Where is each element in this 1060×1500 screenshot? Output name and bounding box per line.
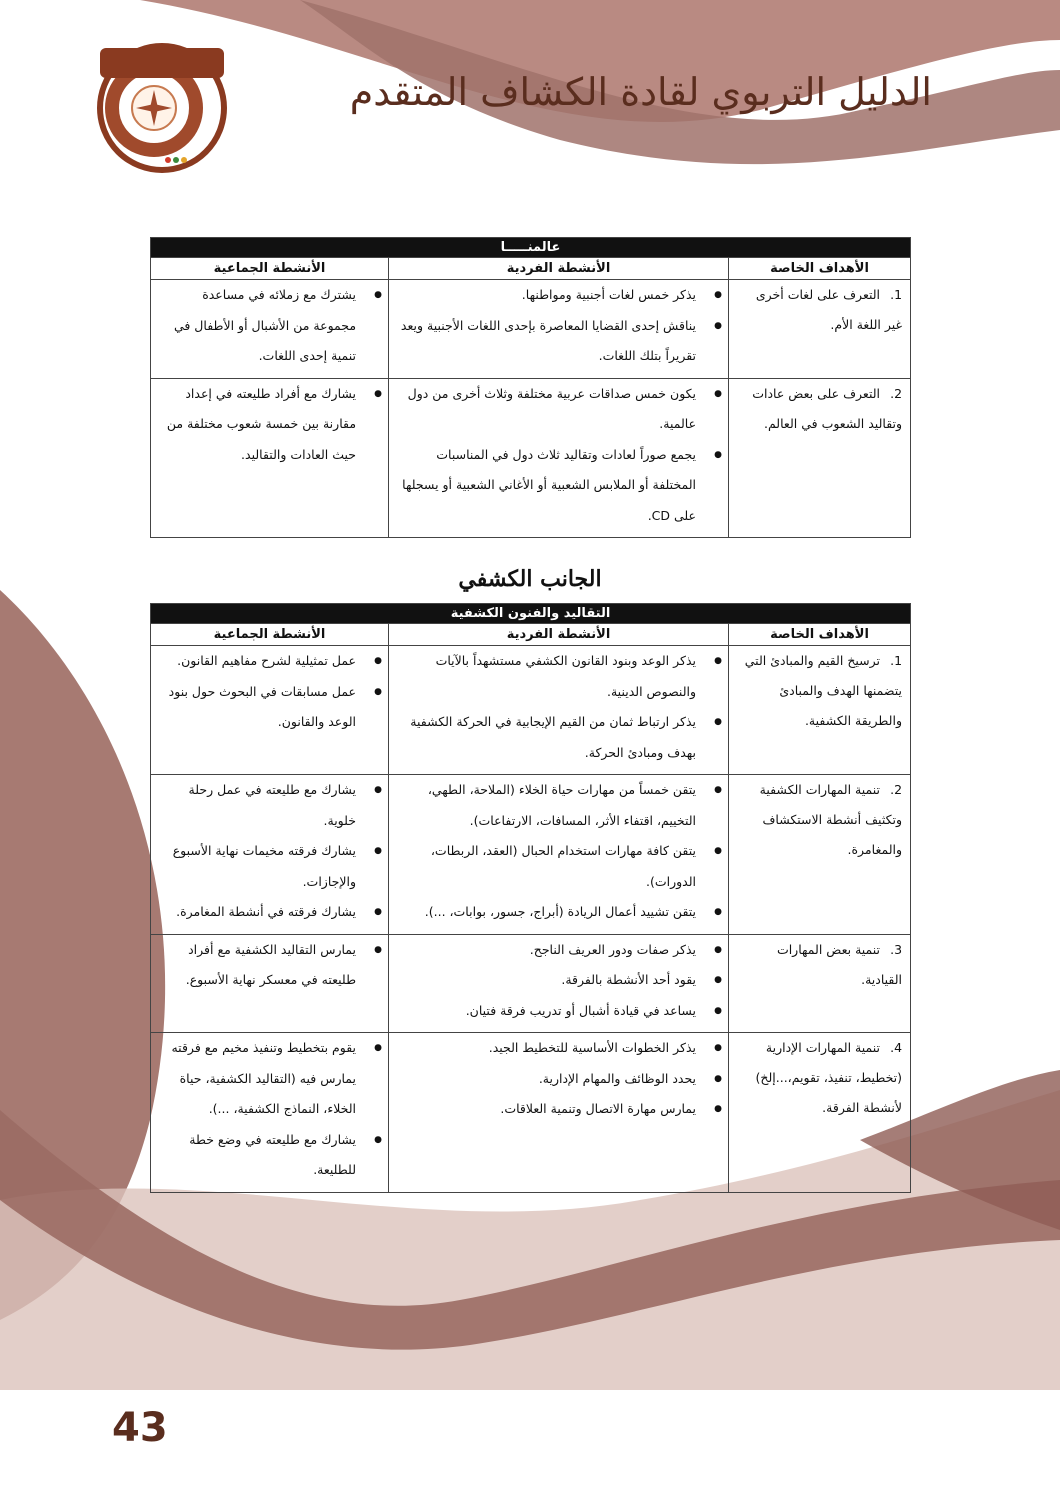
header-individual-activities: الأنشطة الفردية [389, 258, 729, 280]
list-item: ● يكون خمس صداقات عربية مختلفة وثلاث أخرى من دول عالمية. [397, 379, 696, 440]
header-group-activities: الأنشطة الجماعية [151, 624, 389, 646]
group-activities-cell [151, 775, 389, 935]
row-number: 1. [890, 653, 903, 668]
objective-text: تنمية بعض المهارات القيادية. [776, 941, 903, 987]
objective-cell [729, 378, 911, 538]
list-item: ● يتقن خمساً من مهارات حياة الخلاء (الملاحة، الطهي، التخييم، اقتفاء الأثر، المسافات، الارتفاعات). [397, 775, 696, 836]
list-item: ● يقوم بتخطيط وتنفيذ مخيم مع فرقته يمارس فيه (التقاليد الكشفية، حياة الخلاء، النماذج الكشفية، ...). [159, 1033, 356, 1125]
table-band-title: عالمنـــــا [151, 238, 911, 258]
objective-text: التعرف على لغات أخرى غير اللغة الأم. [755, 287, 903, 332]
header-group-activities: الأنشطة الجماعية [151, 258, 389, 280]
table-row [151, 934, 911, 1033]
objective-text: ترسيخ القيم والمبادئ التي يتضمنها الهدف والمبادئ والطريقة الكشفية. [744, 653, 903, 728]
individual-activities-cell [389, 934, 729, 1033]
objective-cell [729, 1033, 911, 1193]
header-objectives: الأهداف الخاصة [729, 624, 911, 646]
table-our-world [150, 237, 911, 538]
list-item: ● عمل مسابقات في البحوث حول بنود الوعد والقانون. [159, 677, 356, 738]
objective-cell [729, 280, 911, 379]
section-heading: الجانب الكشفي [458, 566, 602, 592]
list-item: ● يناقش إحدى القضايا المعاصرة بإحدى اللغات الأجنبية ويعد تقريراً بتلك اللغات. [397, 311, 696, 372]
list-item: ● عمل تمثيلية لشرح مفاهيم القانون. [159, 646, 356, 677]
group-activities-cell [151, 934, 389, 1033]
list-item: ● يمارس مهارة الاتصال وتنمية العلاقات. [397, 1094, 696, 1125]
table-band-title: التقاليد والفنون الكشفية [151, 604, 911, 624]
document-title: الدليل التربوي لقادة الكشاف المتقدم [349, 70, 932, 114]
list-item: ● يذكر ارتباط ثمان من القيم الإيجابية في الحركة الكشفية بهدف ومبادئ الحركة. [397, 707, 696, 768]
list-item: ● يشارك مع أفراد طليعته في إعداد مقارنة بين خمسة شعوب مختلفة من حيث العادات والتقاليد. [159, 379, 356, 471]
list-item: ● يذكر خمس لغات أجنبية ومواطنها. [397, 280, 696, 311]
list-item: ● يمارس التقاليد الكشفية مع أفراد طليعته في معسكر نهاية الأسبوع. [159, 935, 356, 996]
row-number: 1. [890, 287, 903, 302]
list-item: ● يجمع صوراً لعادات وتقاليد ثلاث دول في المناسبات المختلفة أو الملابس الشعبية أو الأغاني الشعبية أو يسجلها على CD. [397, 440, 696, 532]
table-row [151, 775, 911, 935]
individual-activities-cell [389, 1033, 729, 1193]
table-row [151, 646, 911, 775]
list-item: ● يتقن كافة مهارات استخدام الحبال (العقد، الربطات، الدورات). [397, 836, 696, 897]
header-individual-activities: الأنشطة الفردية [389, 624, 729, 646]
list-item: ● يشترك مع زملائه في مساعدة مجموعة من الأشبال أو الأطفال في تنمية إحدى اللغات. [159, 280, 356, 372]
list-item: ● يشارك مع طليعته في عمل رحلة خلوية. [159, 775, 356, 836]
list-item: ● يذكر الوعد وبنود القانون الكشفي مستشهداً بالآيات والنصوص الدينية. [397, 646, 696, 707]
table-row [151, 1033, 911, 1193]
list-item: ● يذكر الخطوات الأساسية للتخطيط الجيد. [397, 1033, 696, 1064]
individual-activities-cell [389, 280, 729, 379]
list-item: ● يساعد في قيادة أشبال أو تدريب فرقة فتيان. [397, 996, 696, 1027]
row-number: 2. [890, 782, 903, 797]
table-row [151, 378, 911, 538]
objective-cell [729, 775, 911, 935]
individual-activities-cell [389, 646, 729, 775]
row-number: 3. [890, 941, 903, 957]
list-item: ● يقود أحد الأنشطة بالفرقة. [397, 965, 696, 996]
table-scout-traditions [150, 603, 911, 1193]
objective-text: تنمية المهارات الإدارية (تخطيط، تنفيذ، تقويم،...إلخ) لأنشطة الفرقة. [755, 1040, 903, 1115]
individual-activities-cell [389, 378, 729, 538]
row-number: 2. [890, 385, 903, 401]
group-activities-cell [151, 1033, 389, 1193]
table-row [151, 280, 911, 379]
page-number: 43 [112, 1405, 168, 1451]
group-activities-cell [151, 280, 389, 379]
objective-cell [729, 934, 911, 1033]
objective-text: التعرف على بعض عادات وتقاليد الشعوب في العالم. [752, 385, 903, 431]
list-item: ● يشارك فرقته في أنشطة المغامرة. [159, 897, 356, 928]
list-item: ● يتقن تشييد أعمال الريادة (أبراج، جسور، بوابات، ...). [397, 897, 696, 928]
list-item: ● يذكر صفات ودور العريف الناجح. [397, 935, 696, 966]
objective-cell [729, 646, 911, 775]
group-activities-cell [151, 378, 389, 538]
scout-logo [92, 38, 232, 173]
individual-activities-cell [389, 775, 729, 935]
row-number: 4. [890, 1040, 903, 1055]
list-item: ● يشارك فرقته مخيمات نهاية الأسبوع والإجازات. [159, 836, 356, 897]
logo-emblem [92, 38, 232, 173]
objective-text: تنمية المهارات الكشفية وتكثيف أنشطة الاستكشاف والمغامرة. [759, 782, 903, 857]
list-item: ● يحدد الوظائف والمهام الإدارية. [397, 1064, 696, 1095]
group-activities-cell [151, 646, 389, 775]
list-item: ● يشارك مع طليعته في وضع خطة للطليعة. [159, 1125, 356, 1186]
header-objectives: الأهداف الخاصة [729, 258, 911, 280]
